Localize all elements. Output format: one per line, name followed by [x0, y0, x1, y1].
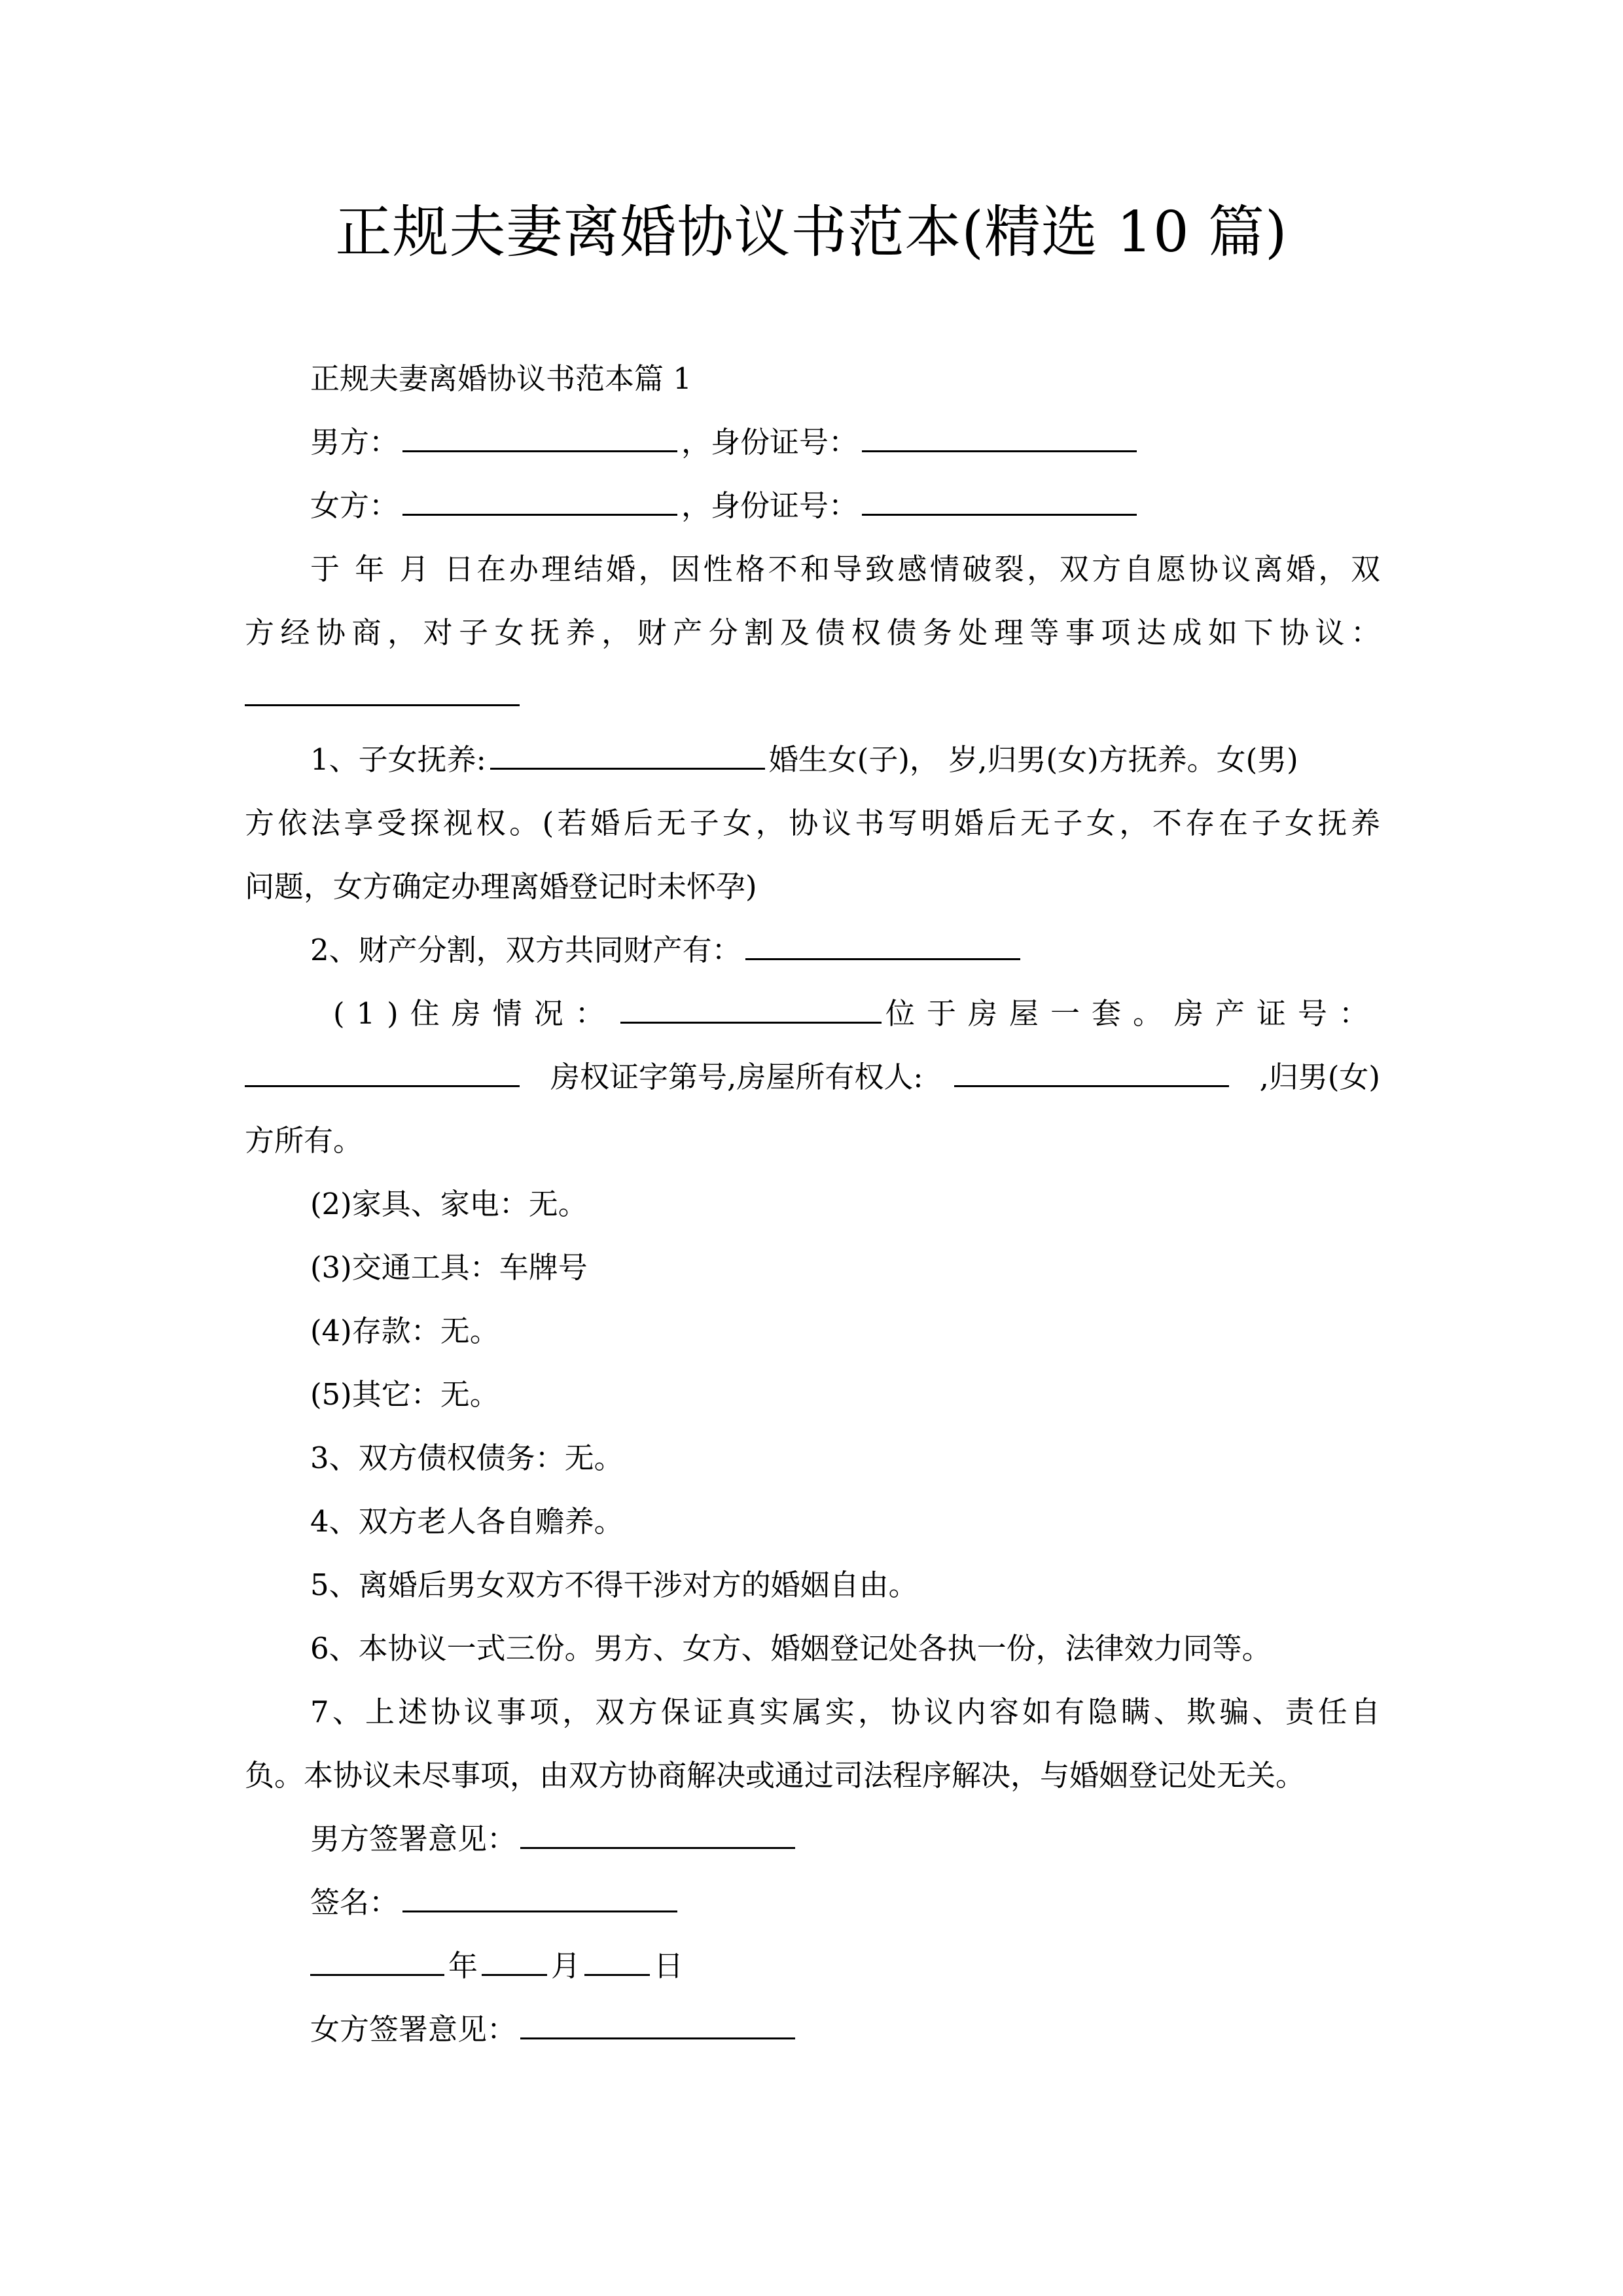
year-field[interactable] [310, 1948, 444, 1976]
clause-7-line-2: 负。本协议未尽事项，由双方协商解决或通过司法程序解决，与婚姻登记处无关。 [245, 1758, 1306, 1793]
section-heading: 正规夫妻离婚协议书范本篇 1 [310, 361, 692, 396]
female-opinion-line [245, 1998, 1380, 2061]
clause-6: 6、本协议一式三份。男方、女方、婚姻登记处各执一份，法律效力同等。 [310, 1631, 1272, 1666]
clause-1-line-2: 方依法享受探视权。(若婚后无子女，协议书写明婚后无子女，不存在子女抚养 [245, 806, 1380, 840]
male-id-field[interactable] [862, 424, 1137, 452]
child-custody-field[interactable] [490, 742, 765, 770]
housing-prefix: (1)住房情况： [333, 996, 616, 1031]
intro-line-1: 于 年 月 日在办理结婚，因性格不和导致感情破裂，双方自愿协议离婚，双 [310, 552, 1380, 586]
male-id-label: ，身份证号： [681, 425, 859, 459]
female-opinion-field[interactable] [520, 2011, 795, 2039]
male-name-field[interactable] [402, 424, 677, 452]
clause-2-line [245, 918, 1380, 982]
housing-line-1 [245, 982, 1380, 1045]
male-party-line [245, 410, 1380, 474]
agreement-blank-field[interactable] [245, 678, 520, 706]
clause-3: 3、双方债权债务：无。 [310, 1441, 624, 1475]
property-item-5: (5)其它：无。 [310, 1377, 499, 1412]
clause-1-line-3: 问题，女方确定办理离婚登记时未怀孕) [245, 869, 757, 904]
property-item-4: (4)存款：无。 [310, 1314, 499, 1348]
male-party-label: 男方： [310, 425, 399, 459]
clause-2-text: 2、财产分割，双方共同财产有： [310, 933, 741, 967]
day-label: 日 [654, 1948, 684, 1983]
male-opinion-line [245, 1807, 1380, 1871]
property-item-3: (3)交通工具：车牌号 [310, 1250, 588, 1285]
housing-line-2-end: ,归男(女) [1259, 1060, 1380, 1094]
female-name-field[interactable] [402, 488, 677, 516]
clause-1-line-1 [245, 728, 1380, 791]
intro-line-2: 方经协商，对子女抚养，财产分割及债权债务处理等事项达成如下协议： [245, 615, 1380, 650]
date-line [245, 1934, 1380, 1998]
month-field[interactable] [482, 1948, 547, 1976]
clause-7-line-1: 7、上述协议事项，双方保证真实属实，协议内容如有隐瞒、欺骗、责任自 [310, 1695, 1380, 1729]
day-field[interactable] [584, 1948, 650, 1976]
female-party-label: 女方： [310, 488, 399, 523]
signature-label: 签名： [310, 1885, 399, 1920]
housing-mid: 位于房屋一套。房产证号： [885, 996, 1380, 1031]
female-id-field[interactable] [862, 488, 1137, 516]
month-label: 月 [551, 1948, 581, 1983]
housing-location-field[interactable] [620, 996, 882, 1024]
property-item-2: (2)家具、家电：无。 [310, 1187, 588, 1221]
property-cert-field[interactable] [245, 1059, 520, 1087]
clause-1-prefix: 1、子女抚养: [310, 742, 486, 777]
agreement-blank-line [245, 664, 1380, 728]
housing-line-3: 方所有。 [245, 1123, 363, 1158]
document-title: 正规夫妻离婚协议书范本(精选 10 篇) [335, 200, 1288, 265]
male-opinion-field[interactable] [520, 1821, 795, 1849]
female-id-label: ，身份证号： [681, 488, 859, 523]
signature-line [245, 1871, 1380, 1934]
property-owner-field[interactable] [954, 1059, 1229, 1087]
female-party-line [245, 474, 1380, 537]
housing-line-2 [245, 1045, 1380, 1109]
signature-field[interactable] [402, 1884, 677, 1912]
clause-5: 5、离婚后男女双方不得干涉对方的婚姻自由。 [310, 1568, 918, 1602]
clause-1-suffix: 婚生女(子)， 岁,归男(女)方抚养。女(男) [768, 742, 1298, 777]
male-opinion-label: 男方签署意见： [310, 1821, 517, 1856]
clause-4: 4、双方老人各自赡养。 [310, 1504, 624, 1539]
document-body [245, 347, 1380, 2061]
female-opinion-label: 女方签署意见： [310, 2012, 517, 2047]
common-property-field[interactable] [745, 932, 1020, 960]
year-label: 年 [448, 1948, 478, 1983]
housing-line-2-mid: 房权证字第号,房屋所有权人: [550, 1060, 923, 1094]
